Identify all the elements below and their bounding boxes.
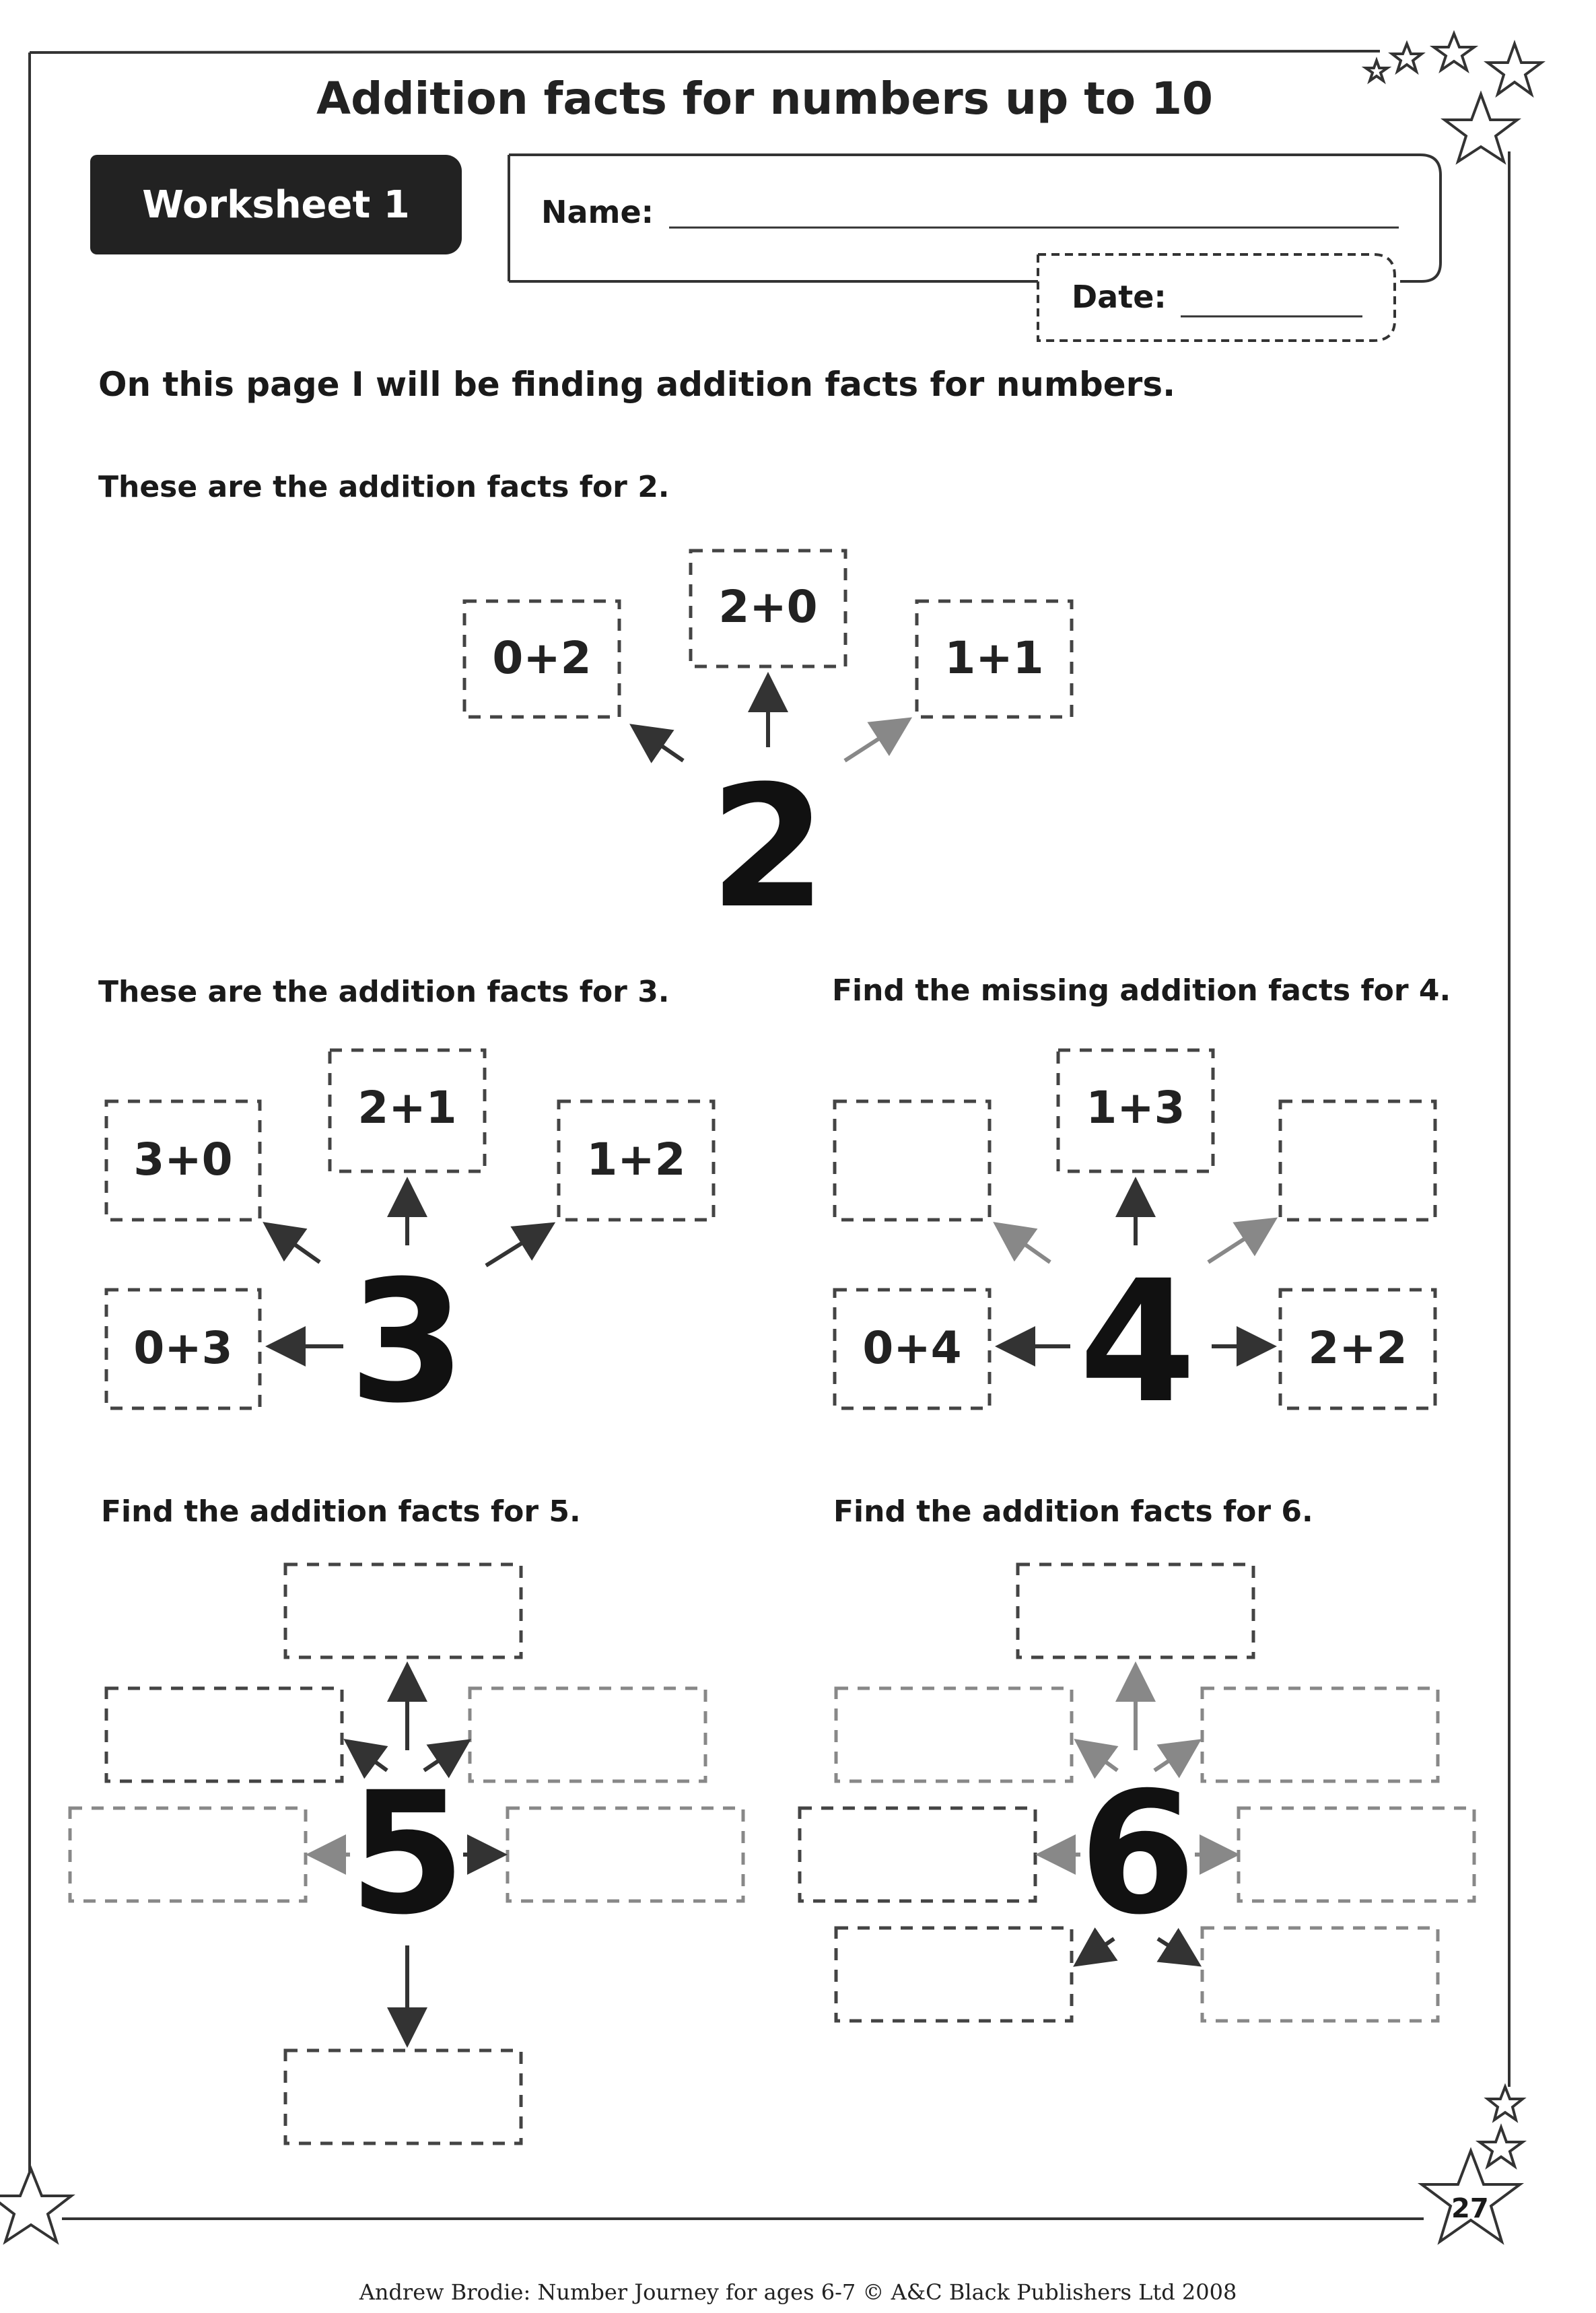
answer-box[interactable]: [835, 1101, 990, 1220]
fact-text: 2+0: [718, 581, 818, 633]
answer-box[interactable]: [1202, 1688, 1438, 1781]
answer-box[interactable]: [836, 1688, 1072, 1781]
answer-box[interactable]: [1280, 1101, 1435, 1220]
answer-box[interactable]: [106, 1688, 342, 1781]
answer-box[interactable]: [1202, 1928, 1438, 2021]
answer-box[interactable]: [70, 1808, 306, 1901]
section-2-heading: These are the addition facts for 2.: [98, 470, 670, 504]
section-3-diagram: [106, 1050, 714, 1440]
fact-text: 1+2: [586, 1134, 686, 1185]
big-number: 6: [1079, 1756, 1196, 1952]
section-2-diagram: [464, 551, 1072, 945]
date-label: Date:: [1072, 279, 1167, 315]
fact-text: 3+0: [133, 1134, 233, 1185]
fact-text: 2+1: [357, 1082, 457, 1134]
fact-text: 0+2: [492, 632, 592, 684]
answer-box[interactable]: [800, 1808, 1035, 1901]
fact-text: 1+1: [944, 632, 1044, 684]
answer-box[interactable]: [470, 1688, 705, 1781]
section-6-diagram: [800, 1564, 1474, 2021]
answer-box[interactable]: [1018, 1564, 1253, 1657]
section-5-diagram: [70, 1564, 743, 2143]
fact-text: 2+2: [1308, 1322, 1408, 1374]
answer-box[interactable]: [285, 2050, 521, 2143]
section-6-heading: Find the addition facts for 6.: [833, 1494, 1313, 1529]
answer-box[interactable]: [1239, 1808, 1474, 1901]
answer-box[interactable]: [508, 1808, 743, 1901]
big-number: 5: [349, 1756, 466, 1952]
intro-text: On this page I will be finding addition facts for numbers.: [98, 365, 1176, 404]
section-4-diagram: [835, 1050, 1435, 1440]
fact-text: 0+4: [862, 1322, 962, 1374]
page-number: 27: [1451, 2193, 1489, 2224]
footer-credit: Andrew Brodie: Number Journey for ages 6-7 © A&C Black Publishers Ltd 2008: [359, 2279, 1237, 2305]
big-number: 2: [709, 749, 827, 945]
fact-text: 1+3: [1086, 1082, 1185, 1134]
page-title: Addition facts for numbers up to 10: [316, 73, 1213, 125]
big-number: 3: [349, 1244, 466, 1440]
big-number: 4: [1079, 1244, 1196, 1440]
name-label: Name:: [541, 194, 654, 230]
worksheet-badge: Worksheet 1: [90, 155, 462, 254]
section-5-heading: Find the addition facts for 5.: [101, 1494, 581, 1529]
answer-box[interactable]: [836, 1928, 1072, 2021]
fact-text: 0+3: [133, 1322, 233, 1374]
section-3-heading: These are the addition facts for 3.: [98, 975, 670, 1009]
section-4-heading: Find the missing addition facts for 4.: [832, 973, 1451, 1008]
answer-box[interactable]: [285, 1564, 521, 1657]
